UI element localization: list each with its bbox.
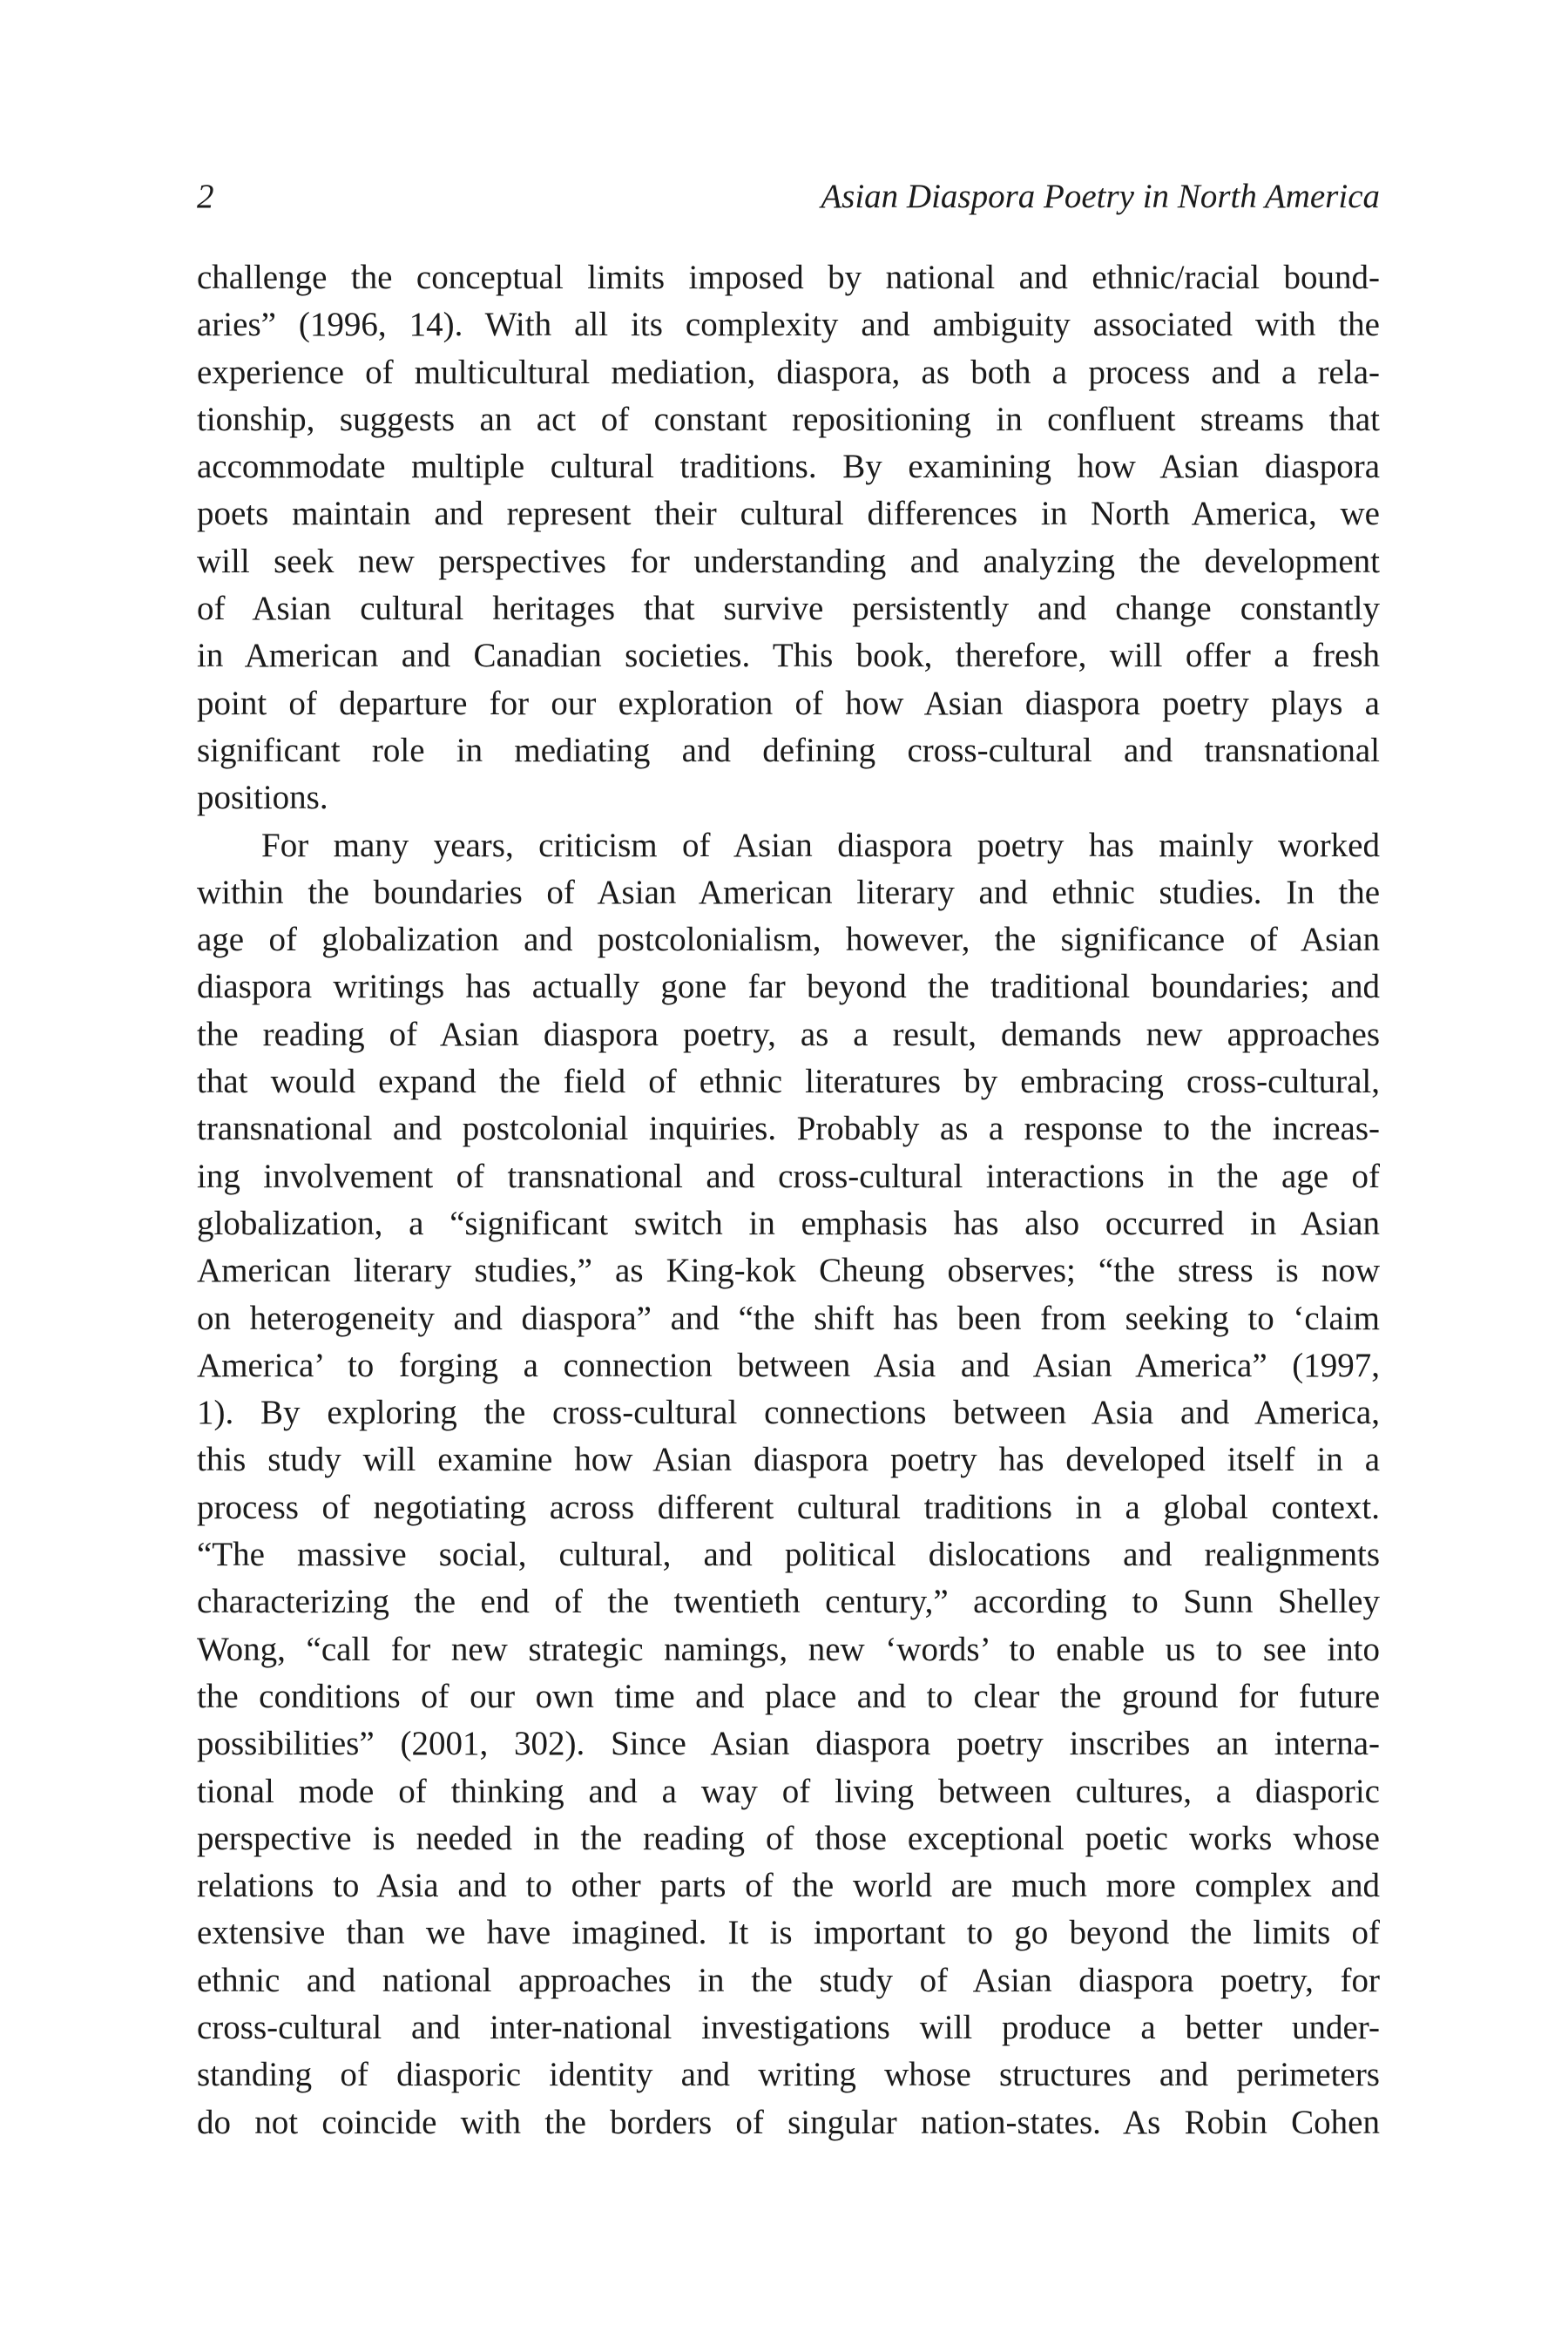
text-line: characterizing the end of the twentieth century,” according to Sunn Shelley <box>197 1583 1380 1621</box>
text-line: possibilities” (2001, 302). Since Asian diaspora poetry inscribes an interna- <box>197 1725 1380 1763</box>
text-line: within the boundaries of Asian American literary and ethnic studies. In the <box>197 873 1380 911</box>
text-line: diaspora writings has actually gone far beyond the traditional boundaries; and <box>197 968 1380 1006</box>
text-line: transnational and postcolonial inquiries. Probably as a response to the increas- <box>197 1110 1380 1148</box>
text-line: positions. <box>197 779 328 817</box>
text-line: ethnic and national approaches in the study of Asian diaspora poetry, for <box>197 1961 1380 1999</box>
text-line: “The massive social, cultural, and political dislocations and realignments <box>197 1536 1380 1574</box>
page-number: 2 <box>197 178 214 215</box>
text-line: globalization, a “significant switch in emphasis has also occurred in Asian <box>197 1204 1380 1242</box>
text-line: age of globalization and postcolonialism, however, the significance of Asian <box>197 921 1380 959</box>
text-line: significant role in mediating and defining cross-cultural and transnational <box>197 731 1380 769</box>
text-line: experience of multicultural mediation, diaspora, as both a process and a rela- <box>197 353 1380 391</box>
text-line: the reading of Asian diaspora poetry, as a result, demands new approaches <box>197 1015 1380 1053</box>
body-text <box>197 254 1380 2146</box>
text-line: aries” (1996, 14). With all its complexity and ambiguity associated with the <box>197 306 1380 344</box>
text-line: 1). By exploring the cross-cultural connections between Asia and America, <box>197 1394 1380 1432</box>
running-head <box>197 171 1380 223</box>
text-line: accommodate multiple cultural traditions. By examining how Asian diaspora <box>197 448 1380 486</box>
text-line: cross-cultural and inter-national investigations will produce a better under- <box>197 2008 1380 2046</box>
text-line: standing of diasporic identity and writing whose structures and perimeters <box>197 2056 1380 2094</box>
text-line: that would expand the field of ethnic literatures by embracing cross-cultural, <box>197 1063 1380 1101</box>
text-line: perspective is needed in the reading of those exceptional poetic works whose <box>197 1819 1380 1857</box>
text-line: poets maintain and represent their cultural differences in North America, we <box>197 495 1380 533</box>
text-line: America’ to forging a connection between Asia and Asian America” (1997, <box>197 1346 1380 1384</box>
paragraph-first-line: For many years, criticism of Asian diaspora poetry has mainly worked <box>261 826 1380 864</box>
text-line: the conditions of our own time and place and to clear the ground for future <box>197 1677 1380 1715</box>
text-line: process of negotiating across different cultural traditions in a global context. <box>197 1488 1380 1526</box>
text-line: of Asian cultural heritages that survive persistently and change constantly <box>197 590 1380 628</box>
text-line: Wong, “call for new strategic namings, new ‘words’ to enable us to see into <box>197 1630 1380 1668</box>
text-line: tional mode of thinking and a way of living between cultures, a diasporic <box>197 1772 1380 1810</box>
text-line: American literary studies,” as King-kok Cheung observes; “the stress is now <box>197 1252 1380 1290</box>
text-line: ing involvement of transnational and cross-cultural interactions in the age of <box>197 1157 1380 1195</box>
text-line: extensive than we have imagined. It is important to go beyond the limits of <box>197 1914 1380 1952</box>
text-line: on heterogeneity and diaspora” and “the shift has been from seeking to ‘claim <box>197 1299 1380 1337</box>
text-line: challenge the conceptual limits imposed by national and ethnic/racial bound- <box>197 259 1380 296</box>
running-title: Asian Diaspora Poetry in North America <box>821 178 1380 215</box>
text-line: will seek new perspectives for understanding and analyzing the development <box>197 542 1380 580</box>
text-line: point of departure for our exploration of how Asian diaspora poetry plays a <box>197 684 1380 722</box>
text-line: relations to Asia and to other parts of the world are much more complex and <box>197 1867 1380 1905</box>
text-line: in American and Canadian societies. This book, therefore, will offer a fresh <box>197 637 1380 675</box>
text-line: tionship, suggests an act of constant repositioning in confluent streams that <box>197 400 1380 438</box>
text-line: this study will examine how Asian diaspora poetry has developed itself in a <box>197 1441 1380 1479</box>
text-line: do not coincide with the borders of singular nation-states. As Robin Cohen <box>197 2103 1380 2141</box>
